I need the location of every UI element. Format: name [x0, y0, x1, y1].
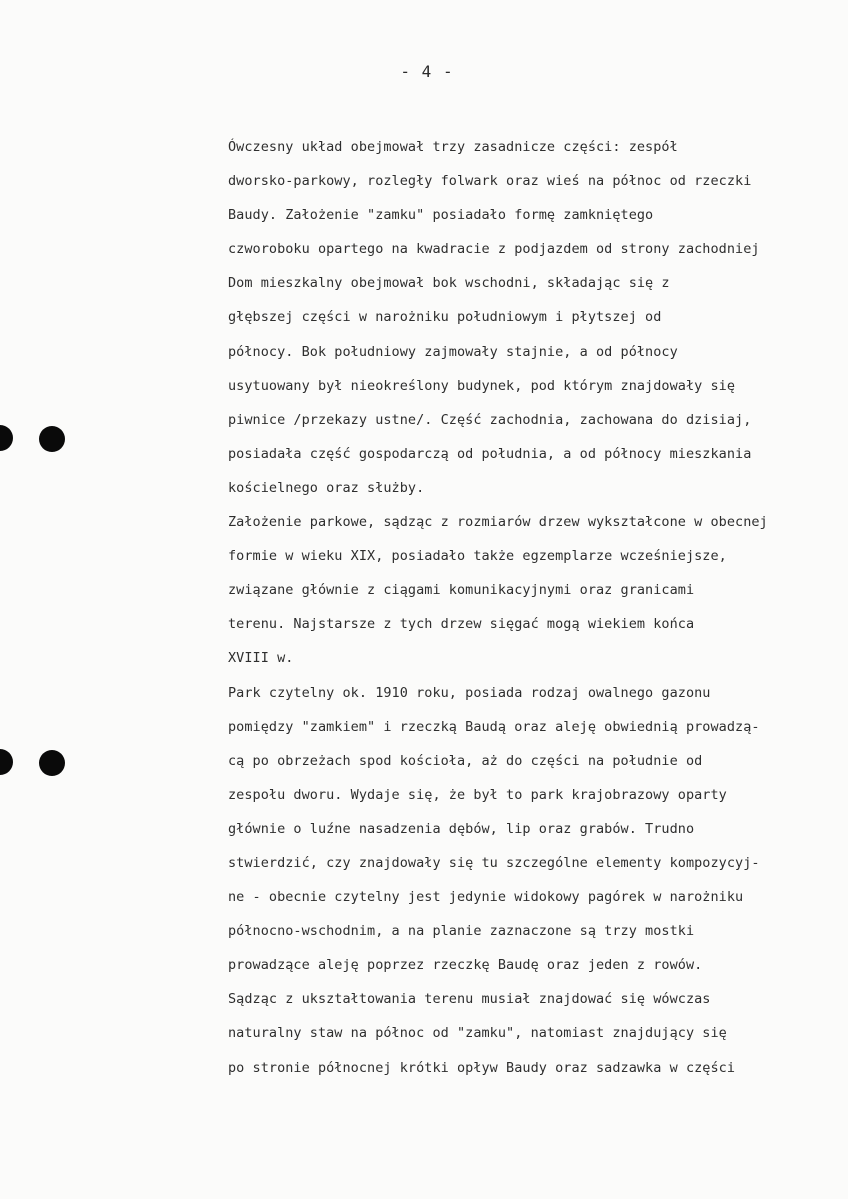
- text-line: XVIII w.: [228, 650, 294, 667]
- text-line: Założenie parkowe, sądząc z rozmiarów drzew wykształcone w obecnej: [228, 514, 768, 531]
- text-line: posiadała część gospodarczą od południa, a od północy mieszkania: [228, 445, 752, 462]
- text-line: czworoboku opartego na kwadracie z podjazdem od strony zachodniej: [228, 241, 760, 258]
- text-line: Ówczesny układ obejmował trzy zasadnicze części: zespół: [228, 139, 678, 155]
- page-number: - 4 -: [400, 62, 454, 81]
- text-line: zespołu dworu. Wydaje się, że był to park krajobrazowy oparty: [228, 786, 727, 803]
- text-line: usytuowany był nieokreślony budynek, pod którym znajdowały się: [228, 377, 736, 394]
- text-line: po stronie północnej krótki opływ Baudy oraz sadzawka w części: [228, 1059, 736, 1076]
- punch-hole-right-bottom: [39, 750, 65, 776]
- punch-hole-right-top: [39, 426, 65, 452]
- text-line: północno-wschodnim, a na planie zaznaczone są trzy mostki: [228, 923, 695, 940]
- text-line: naturalny staw na północ od "zamku", natomiast znajdujący się: [228, 1025, 727, 1042]
- text-line: Park czytelny ok. 1910 roku, posiada rodzaj owalnego gazonu: [228, 684, 711, 701]
- text-line: Dom mieszkalny obejmował bok wschodni, składając się z: [228, 275, 670, 292]
- text-line: dworsko-parkowy, rozległy folwark oraz wieś na północ od rzeczki: [228, 173, 752, 190]
- text-line: północy. Bok południowy zajmowały stajnie, a od północy: [228, 343, 678, 360]
- punch-hole-left-top: [0, 425, 13, 451]
- text-line: stwierdzić, czy znajdowały się tu szczególne elementy kompozycyj-: [228, 854, 760, 871]
- body-text: [228, 130, 808, 1085]
- text-line: Sądząc z ukształtowania terenu musiał znajdować się wówczas: [228, 991, 711, 1008]
- text-line: kościelnego oraz służby.: [228, 479, 425, 496]
- text-line: Baudy. Założenie "zamku" posiadało formę zamkniętego: [228, 207, 654, 224]
- text-line: pomiędzy "zamkiem" i rzeczką Baudą oraz aleję obwiednią prowadzą-: [228, 718, 760, 735]
- text-line: formie w wieku XIX, posiadało także egzemplarze wcześniejsze,: [228, 548, 727, 565]
- text-line: prowadzące aleję poprzez rzeczkę Baudę oraz jeden z rowów.: [228, 957, 703, 974]
- text-line: terenu. Najstarsze z tych drzew sięgać mogą wiekiem końca: [228, 616, 695, 633]
- punch-hole-left-bottom: [0, 749, 13, 775]
- text-line: głębszej części w narożniku południowym i płytszej od: [228, 309, 662, 326]
- text-line: piwnice /przekazy ustne/. Część zachodnia, zachowana do dzisiaj,: [228, 411, 752, 428]
- text-line: ne - obecnie czytelny jest jedynie widokowy pagórek w narożniku: [228, 889, 744, 906]
- text-line: głównie o luźne nasadzenia dębów, lip oraz grabów. Trudno: [228, 820, 695, 837]
- text-line: cą po obrzeżach spod kościoła, aż do części na południe od: [228, 752, 703, 769]
- text-line: związane głównie z ciągami komunikacyjnymi oraz granicami: [228, 582, 695, 599]
